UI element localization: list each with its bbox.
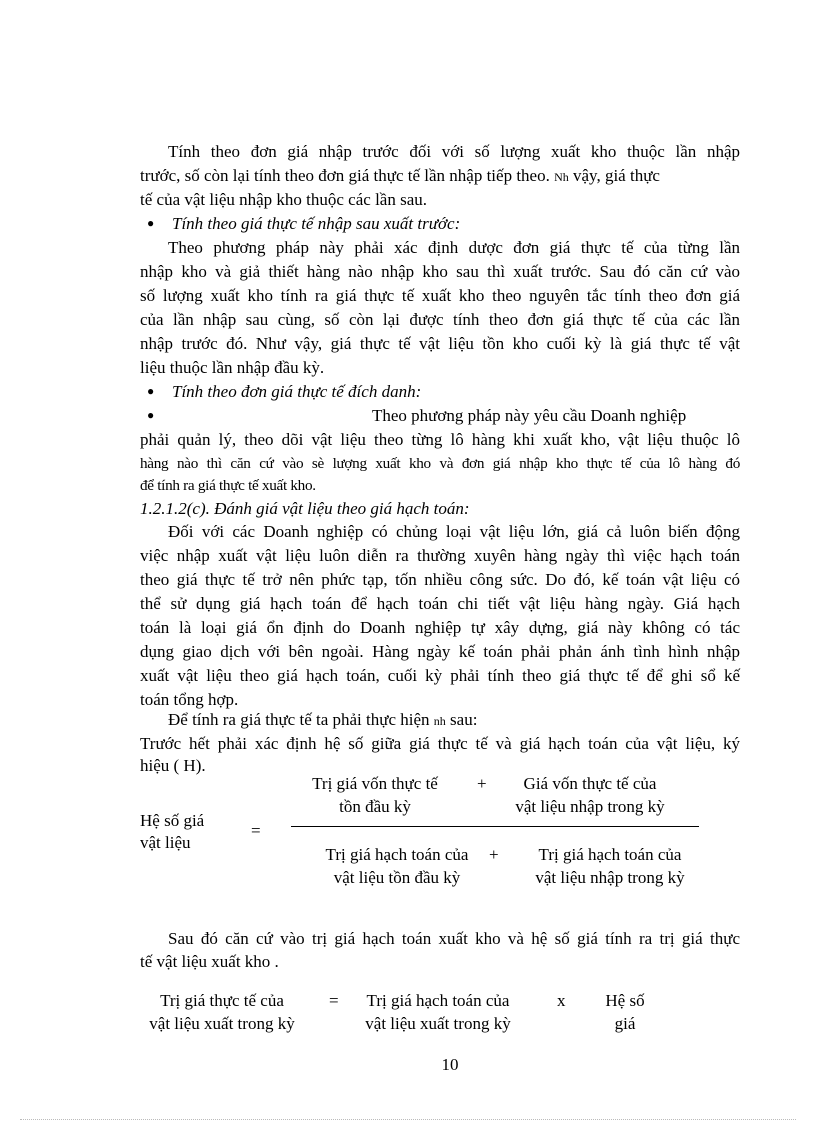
formula1-num-a-line-1: Trị giá vốn thực tế bbox=[312, 774, 438, 793]
intro-line-1: Tính theo đơn giá nhập trước đối với số lượng xuất kho thuộc lần nhập bbox=[168, 142, 740, 161]
formula1-num-b-line-2: vật liệu nhập trong kỳ bbox=[515, 797, 665, 816]
bullet1-line: nhập trước đó. Như vậy, giá thực tế vật liệu tồn kho cuối kỳ là giá thực tế vật bbox=[140, 334, 740, 353]
formula1-lhs-line-1: Hệ số giá bbox=[140, 811, 205, 830]
formula1-lhs-line-2: vật liệu bbox=[140, 833, 191, 852]
after-line-1: Sau đó căn cứ vào trị giá hạch toán xuất kho và hệ số giá tính ra trị giá thực bbox=[168, 929, 740, 948]
bullet2-line: phải quản lý, theo dõi vật liệu theo từng lô hàng khi xuất kho, vật liệu thuộc lô bbox=[140, 430, 740, 449]
section-p3-line-1: Trước hết phải xác định hệ số giữa giá thực tế và giá hạch toán của vật liệu, ký bbox=[140, 734, 740, 753]
formula1-num-a-line-2: tồn đầu kỳ bbox=[339, 797, 411, 816]
after-line-2: tế vật liệu xuất kho . bbox=[140, 952, 279, 971]
section-line: toán tổng hợp. bbox=[140, 690, 239, 709]
bullet1-line: số lượng xuất kho tính ra giá thực tế xuất kho theo nguyên tắc tính theo đơn giá bbox=[140, 286, 740, 305]
bullet1-line: Theo phương pháp này phải xác định dược đơn giá thực tế của từng lần bbox=[168, 238, 740, 257]
section-p2-a: Để tính ra giá thực tế ta phải thực hiện bbox=[168, 710, 430, 729]
page-bottom-rule bbox=[20, 1119, 796, 1120]
bullet2-line: để tính ra giá thực tế xuất kho. bbox=[140, 477, 316, 494]
intro-line-3: tế của vật liệu nhập kho thuộc các lần sau. bbox=[140, 190, 427, 209]
formula2-b-line-2: vật liệu xuất trong kỳ bbox=[365, 1014, 511, 1033]
bullet1-line: nhập kho và giả thiết hàng nào nhập kho sau thì xuất trước. Sau đó căn cứ vào bbox=[140, 262, 740, 281]
bullet2-first-line: Theo phương pháp này yêu cầu Doanh nghiệp bbox=[372, 406, 687, 425]
intro-line-2-nh: Nh bbox=[554, 170, 569, 184]
bullet-dot-icon: ● bbox=[147, 216, 155, 230]
formula1-den-b-line-2: vật liệu nhập trong kỳ bbox=[535, 868, 685, 887]
formula1-den-a-line-2: vật liệu tồn đầu kỳ bbox=[333, 868, 461, 887]
bullet-dot-icon: ● bbox=[147, 384, 155, 398]
bullet2-line: hàng nào thì căn cứ vào sè lượng xuất kho và đơn giá nhập kho thực tế của lô hàng đó bbox=[140, 455, 740, 472]
formula2-c-line-1: Hệ số bbox=[605, 991, 645, 1010]
formula1-num-b-line-1: Giá vốn thực tế của bbox=[523, 774, 657, 793]
bullet1-title: Tính theo giá thực tế nhập sau xuất trước: bbox=[172, 214, 461, 233]
bullet1-line: của lần nhập sau cùng, số còn lại được tính theo đơn giá thực tế của các lần bbox=[140, 310, 740, 329]
formula2-c-line-2: giá bbox=[614, 1014, 636, 1033]
formula2-b-line-1: Trị giá hạch toán của bbox=[366, 991, 510, 1010]
section-line: dụng giao dịch với bên ngoài. Hàng ngày kế toán phải phản ánh tình hình nhập bbox=[140, 642, 740, 661]
formula1-equals: = bbox=[251, 821, 261, 840]
fraction-bar bbox=[291, 826, 699, 827]
formula2-equals: = bbox=[329, 991, 339, 1010]
page-number: 10 bbox=[441, 1055, 459, 1074]
intro-line-2-a: trước, số còn lại tính theo đơn giá thực tế lần nhập tiếp theo. bbox=[140, 166, 550, 185]
section-p2-b: sau: bbox=[450, 710, 478, 729]
section-p3-line-2: hiệu ( H). bbox=[140, 756, 206, 775]
bullet1-line: liệu thuộc lần nhập đầu kỳ. bbox=[140, 358, 325, 377]
bullet-dot-icon: ● bbox=[147, 408, 155, 422]
intro-line-2 bbox=[140, 164, 740, 189]
formula2-a-line-2: vật liệu xuất trong kỳ bbox=[149, 1014, 295, 1033]
section-line: thể sử dụng giá hạch toán để hạch toán chi tiết vật liệu hàng ngày. Giá hạch bbox=[140, 594, 740, 613]
section-p2 bbox=[168, 708, 740, 733]
formula1-den-a-line-1: Trị giá hạch toán của bbox=[325, 845, 469, 864]
formula1-den-plus: + bbox=[489, 845, 499, 864]
section-line: theo giá thực tế trở nên phức tạp, tốn nhiều công sức. Do đó, kế toán vật liệu có bbox=[140, 570, 740, 589]
bullet2-title: Tính theo đơn giá thực tế đích danh: bbox=[172, 382, 422, 401]
formula1-den-b-line-1: Trị giá hạch toán của bbox=[538, 845, 682, 864]
intro-line-2-b: vậy, giá thực bbox=[573, 166, 660, 185]
section-heading: 1.2.1.2(c). Đánh giá vật liệu theo giá hạch toán: bbox=[140, 499, 470, 518]
formula2-times: x bbox=[557, 991, 566, 1010]
section-line: xuất vật liệu theo giá hạch toán, cuối kỳ phải tính theo giá thực tế để ghi sổ kế bbox=[140, 666, 740, 685]
section-line: Đối với các Doanh nghiệp có chủng loại vật liệu lớn, giá cả luôn biến động bbox=[168, 522, 740, 541]
formula1-num-plus: + bbox=[477, 774, 487, 793]
section-line: việc nhập xuất vật liệu luôn diễn ra thường xuyên hàng ngày thì việc hạch toán bbox=[140, 546, 740, 565]
section-p2-nh: nh bbox=[433, 714, 446, 728]
section-line: toán là loại giá ổn định do Doanh nghiệp tự xây dựng, giá này không có tác bbox=[140, 618, 740, 637]
formula2-a-line-1: Trị giá thực tế của bbox=[160, 991, 284, 1010]
